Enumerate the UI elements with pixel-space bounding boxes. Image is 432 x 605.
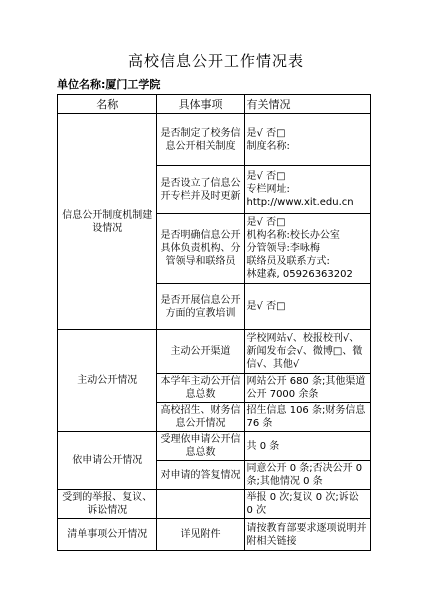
item-cell: 受理依申请公开信息总数 bbox=[157, 432, 244, 461]
item-cell: 主动公开渠道 bbox=[157, 330, 244, 374]
info-cell: 网站公开 680 条;其他渠道公开 7000 余条 bbox=[244, 374, 370, 403]
item-cell: 是否设立了信息公开专栏并及时更新 bbox=[157, 166, 244, 214]
table-row bbox=[58, 330, 371, 374]
category-cell: 清单事项公开情况 bbox=[58, 519, 157, 551]
category-cell: 信息公开制度机制建设情况 bbox=[58, 114, 157, 330]
info-cell: 是√ 否□ bbox=[244, 284, 370, 330]
header-info: 有关情况 bbox=[244, 95, 370, 114]
item-cell: 是否制定了校务信息公开相关制度 bbox=[157, 114, 244, 166]
info-cell: 招生信息 106 条;财务信息 76 条 bbox=[244, 403, 370, 432]
category-cell: 依申请公开情况 bbox=[58, 432, 157, 490]
header-item: 具体事项 bbox=[157, 95, 244, 114]
info-cell: 是√ 否□ 机构名称:校长办公室 分管领导:李咏梅 联络员及联系方式: 林建森, 05926363202 bbox=[244, 214, 370, 284]
info-cell: 是√ 否□ 制度名称: bbox=[244, 114, 370, 166]
item-cell: 高校招生、财务信息公开情况 bbox=[157, 403, 244, 432]
table-row bbox=[58, 432, 371, 461]
info-cell: 是√ 否□ 专栏网址: http://www.xit.edu.cn bbox=[244, 166, 370, 214]
info-cell: 共 0 条 bbox=[244, 432, 370, 461]
info-cell: 学校网站√、校报校刊√、新闻发布会√、微博□、微信√、其他√ bbox=[244, 330, 370, 374]
table-row bbox=[58, 490, 371, 519]
item-cell bbox=[157, 490, 244, 519]
category-cell: 受到的举报、复议、诉讼情况 bbox=[58, 490, 157, 519]
category-cell: 主动公开情况 bbox=[58, 330, 157, 432]
info-cell: 同意公开 0 条;否决公开 0 条;其他情况 0 条 bbox=[244, 461, 370, 490]
table-header-row bbox=[58, 95, 371, 114]
table-row bbox=[58, 114, 371, 166]
info-cell: 举报 0 次;复议 0 次;诉讼 0 次 bbox=[244, 490, 370, 519]
table-row bbox=[58, 519, 371, 551]
item-cell: 是否明确信息公开具体负责机构、分管领导和联络员 bbox=[157, 214, 244, 284]
item-cell: 详见附件 bbox=[157, 519, 244, 551]
page-title: 高校信息公开工作情况表 bbox=[127, 52, 304, 70]
item-cell: 是否开展信息公开方面的宣教培训 bbox=[157, 284, 244, 330]
unit-name: 单位名称:厦门工学院 bbox=[57, 78, 161, 91]
item-cell: 对申请的答复情况 bbox=[157, 461, 244, 490]
info-disclosure-table bbox=[57, 94, 371, 551]
header-name: 名称 bbox=[58, 95, 157, 114]
item-cell: 本学年主动公开信息总数 bbox=[157, 374, 244, 403]
info-cell: 请按教育部要求逐项说明并附相关链接 bbox=[244, 519, 370, 551]
